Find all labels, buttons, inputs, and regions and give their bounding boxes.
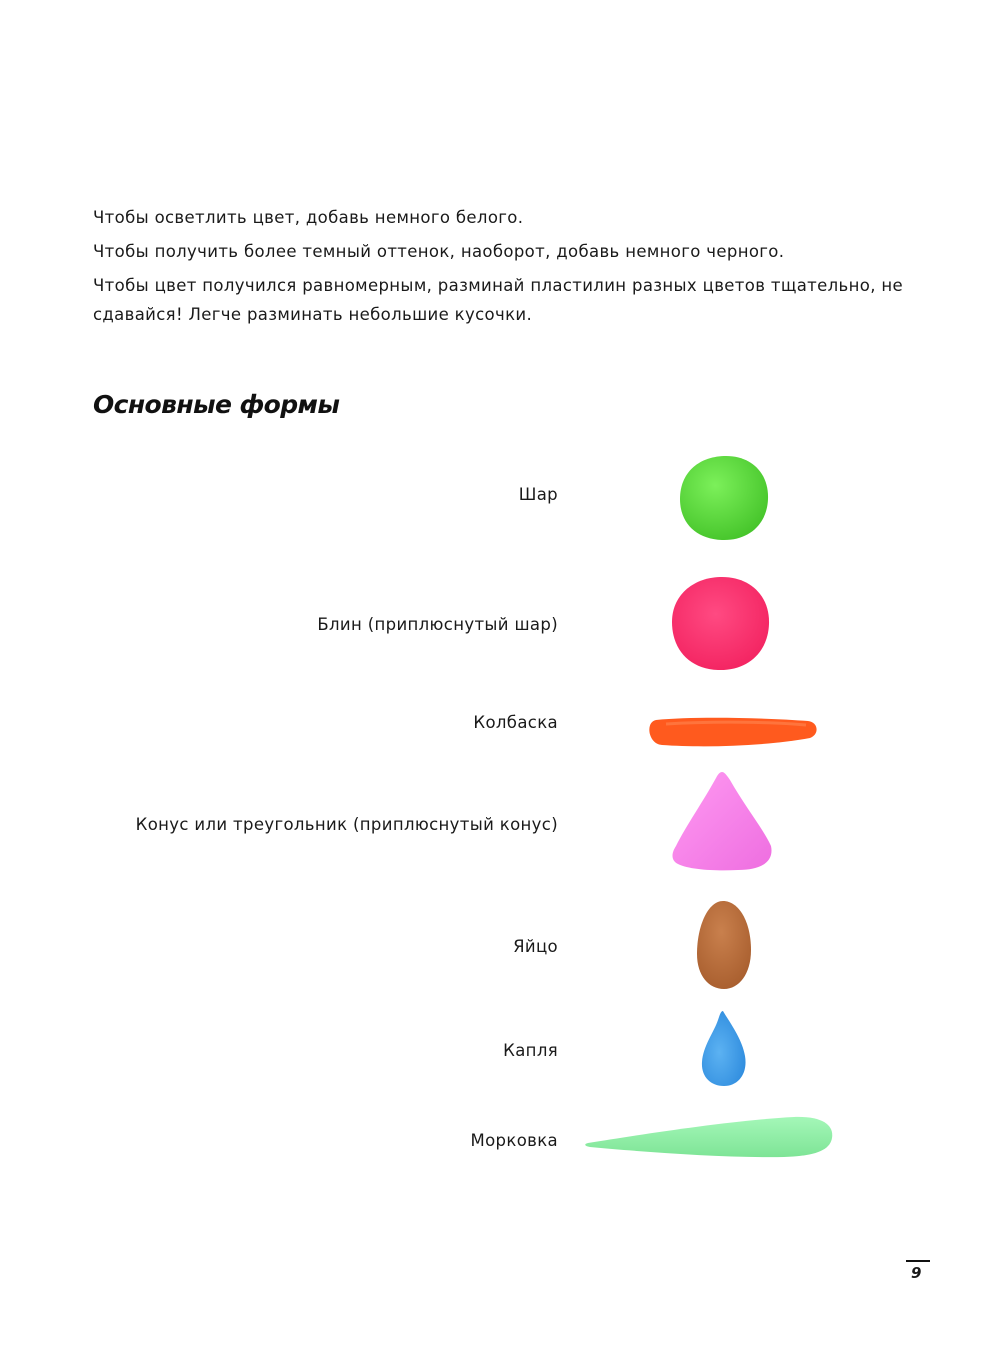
violet-cone-icon	[668, 768, 776, 874]
mint-carrot-icon	[584, 1112, 838, 1164]
brown-egg-icon	[693, 898, 755, 992]
page-number-rule	[906, 1260, 930, 1262]
shape-label-egg: Яйцо	[513, 937, 558, 956]
shape-label-sausage: Колбаска	[473, 713, 558, 732]
green-ball-icon	[676, 453, 772, 543]
intro-line: Чтобы цвет получился равномерным, разминай пластилин разных цветов тщательно, не сдавайся! Легче разминать небольшие кусочки.	[93, 276, 904, 324]
page-number: 9	[911, 1264, 922, 1282]
shape-label-cone: Конус или треугольник (приплюснутый конус)	[135, 815, 558, 834]
orange-sausage-icon	[646, 712, 822, 752]
section-title: Основные формы	[93, 390, 340, 419]
intro-line: Чтобы осветлить цвет, добавь немного белого.	[93, 208, 524, 227]
shape-label-carrot: Морковка	[470, 1131, 558, 1150]
shape-label-drop: Капля	[503, 1041, 558, 1060]
intro-line: Чтобы получить более темный оттенок, наоборот, добавь немного черного.	[93, 242, 785, 261]
shape-label-ball: Шар	[518, 485, 558, 504]
blue-drop-icon	[698, 1008, 750, 1090]
shape-label-pancake: Блин (приплюснутый шар)	[317, 615, 558, 634]
intro-text	[93, 203, 938, 334]
pink-pancake-icon	[668, 574, 774, 674]
